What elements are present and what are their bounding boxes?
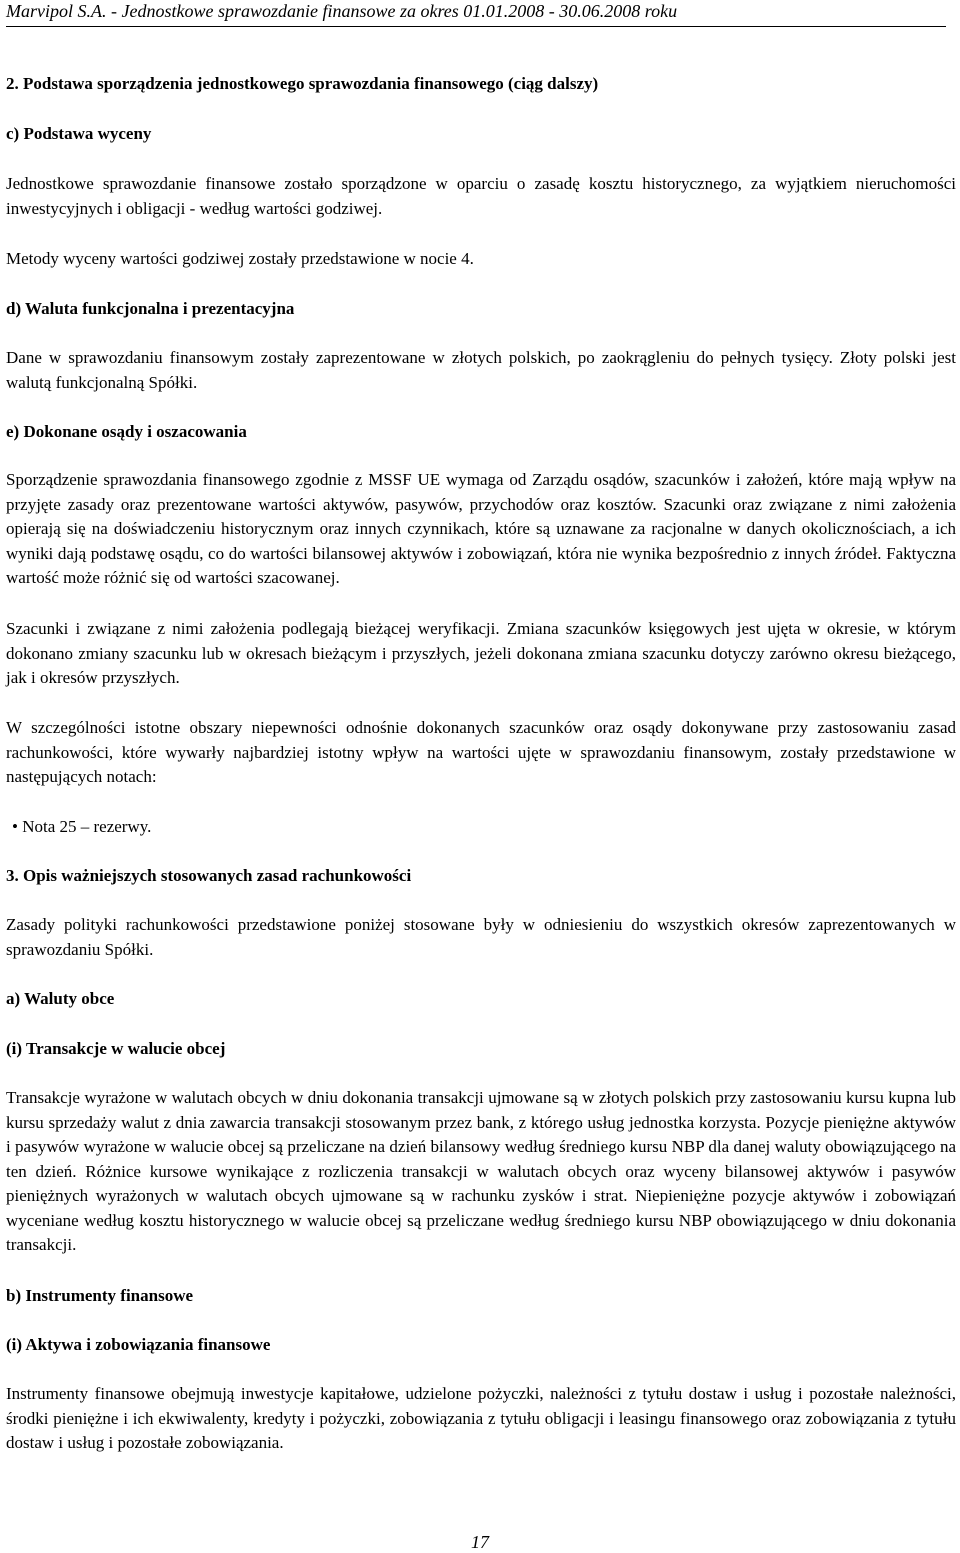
page-header: Marvipol S.A. - Jednostkowe sprawozdanie finansowe za okres 01.01.2008 - 30.06.2008 roku [6,0,946,27]
section-a-i-heading: (i) Transakcje w walucie obcej [6,1039,226,1058]
section-e-paragraph-1: Sporządzenie sprawozdania finansowego zgodnie z MSSF UE wymaga od Zarządu osądów, szacunków i założeń, które mają wpływ na przyjęte zasady oraz prezentowane wartości aktywów, pasywów, przychodów oraz kosztów. Szacunki oraz związane z nimi założenia opierają się na doświadczeniu historycznym oraz innych czynnikach, które są uznawane za racjonalne w danych okolicznościach, a ich wyniki dają podstawę osądu, co do wartości bilansowej aktywów i zobowiązań, która nie wynika bezpośrednio z innych źródeł. Faktyczna wartość może różnić się od wartości szacowanej. [6,470,956,587]
page-number: 17 [471,1532,489,1552]
section-e-heading: e) Dokonane osądy i oszacowania [6,422,247,441]
section-2-heading: 2. Podstawa sporządzenia jednostkowego sprawozdania finansowego (ciąg dalszy) [6,74,599,93]
section-a-i-paragraph-1: Transakcje wyrażone w walutach obcych w dniu dokonania transakcji ujmowane są w złotych polskich przy zastosowaniu kursu kupna lub kursu sprzedaży walut z dnia zawarcia transakcji stosowanym przez bank, z którego usług jednostka korzysta. Pozycje pieniężne aktywów i pasywów wyrażone w walucie obcej są przeliczane na dzień bilansowy według średniego kursu NBP dla danej waluty obowiązującego na ten dzień. Różnice kursowe wynikające z rozliczenia transakcji w walutach obcych oraz wyceny bilansowej aktywów i pasywów pieniężnych wyrażonych w walutach obcych ujmowane są w rachunku zysków i strat. Niepieniężne pozycje aktywów i zobowiązań wyceniane według kosztu historycznego w walucie obcej są przeliczane według średniego kursu NBP obowiązującego w dniu dokonania transakcji. [6,1088,956,1254]
section-e-paragraph-3: W szczególności istotne obszary niepewności odnośnie dokonanych szacunków oraz osądy dokonywane przy zastosowaniu zasad rachunkowości, które wywarły najbardziej istotny wpływ na wartości ujęte w sprawozdaniu finansowym, zostały przedstawione w następujących notach: [6,718,956,786]
section-3-paragraph-1: Zasady polityki rachunkowości przedstawione poniżej stosowane były w odniesieniu do wszystkich okresów zaprezentowanych w sprawozdaniu Spółki. [6,915,956,959]
section-a-heading: a) Waluty obce [6,989,115,1008]
section-b-heading: b) Instrumenty finansowe [6,1286,194,1305]
section-e-paragraph-2: Szacunki i związane z nimi założenia podlegają bieżącej weryfikacji. Zmiana szacunków księgowych jest ujęta w okresie, w którym dokonano zmiany szacunku lub w okresach bieżącym i przyszłych, jeżeli dokonana zmiana szacunku dotyczy zarówno okresu bieżącego, jak i okresów przyszłych. [6,619,956,687]
section-b-i-paragraph-1: Instrumenty finansowe obejmują inwestycje kapitałowe, udzielone pożyczki, należności z tytułu dostaw i usług i pozostałe należności, środki pieniężne i ich ekwiwalenty, kredyty i pożyczki, zobowiązania z tytułu obligacji i leasingu finansowego oraz zobowiązania z tytułu dostaw i usług i pozostałe zobowiązania. [6,1384,956,1452]
section-c-paragraph-2: Metody wyceny wartości godziwej zostały przedstawione w nocie 4. [6,249,474,268]
section-c-paragraph-1: Jednostkowe sprawozdanie finansowe zostało sporządzone w oparciu o zasadę kosztu historycznego, za wyjątkiem nieruchomości inwestycyjnych i obligacji - według wartości godziwej. [6,174,956,218]
section-c-heading: c) Podstawa wyceny [6,124,152,143]
section-3-heading: 3. Opis ważniejszych stosowanych zasad rachunkowości [6,866,412,885]
section-d-heading: d) Waluta funkcjonalna i prezentacyjna [6,299,295,318]
list-item: • Nota 25 – rezerwy. [12,817,152,836]
section-d-paragraph-1: Dane w sprawozdaniu finansowym zostały zaprezentowane w złotych polskich, po zaokrągleniu do pełnych tysięcy. Złoty polski jest walutą funkcjonalną Spółki. [6,348,956,392]
section-b-i-heading: (i) Aktywa i zobowiązania finansowe [6,1335,271,1354]
